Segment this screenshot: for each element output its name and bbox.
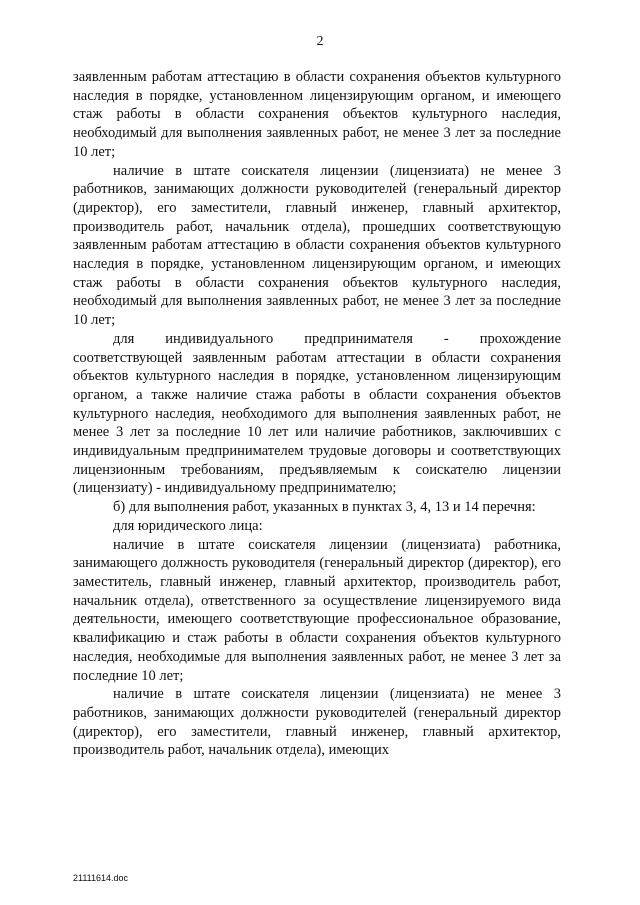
page-number: 2 [316,34,324,49]
paragraph: наличие в штате соискателя лицензии (лицензиата) работника, занимающего должность руководителя (генеральный директор (директор), его заместитель, главный инженер, главный архитектор, производитель работ, начальник отдела), ответственного за осуществление лицензируемого вида деятельности, имеющего соответствующие профессиональное образование, квалификацию и стаж работы в области сохранения объектов культурного наследия, необходимые для выполнения заявленных работ, не менее 3 лет за последние 10 лет; [73,536,561,684]
paragraph: для юридического лица: [113,517,263,534]
paragraph: для индивидуального предпринимателя - прохождение соответствующей заявленным работам аттестации в области сохранения объектов культурного наследия в порядке, установленном лицензирующим органом, а также наличие стажа работы в области сохранения объектов культурного наследия, необходимого для выполнения заявленных работ, не менее 3 лет за последние 10 лет или наличие работников, заключивших с индивидуальным предпринимателем трудовые договоры и соответствующих лицензионным требованиям, предъявляемым к соискателю лицензии (лицензиату) - индивидуальному предпринимателю; [73,330,561,497]
paragraph: б) для выполнения работ, указанных в пунктах 3, 4, 13 и 14 перечня: [113,499,536,516]
paragraph: наличие в штате соискателя лицензии (лицензиата) не менее 3 работников, занимающих должности руководителей (генеральный директор (директор), его заместители, главный инженер, главный архитектор, производитель работ, начальник отдела), имеющих [73,686,561,759]
paragraph: наличие в штате соискателя лицензии (лицензиата) не менее 3 работников, занимающих должности руководителей (генеральный директор (директор), его заместители, главный инженер, главный архитектор, производитель работ, начальник отдела), прошедших соответствующую заявленным работам аттестацию в области сохранения объектов культурного наследия в порядке, установленном лицензирующим органом, и имеющих стаж работы в области сохранения объектов культурного наследия, необходимый для выполнения заявленных работ, не менее 3 лет за последние 10 лет; [73,162,561,329]
file-name-footer: 21111614.doc [73,873,129,883]
document-body [73,68,561,760]
paragraph: заявленным работам аттестацию в области сохранения объектов культурного наследия в порядке, установленном лицензирующим органом, и имеющего стаж работы в области сохранения объектов культурного наследия, необходимый для выполнения заявленных работ, не менее 3 лет за последние 10 лет; [73,69,561,160]
